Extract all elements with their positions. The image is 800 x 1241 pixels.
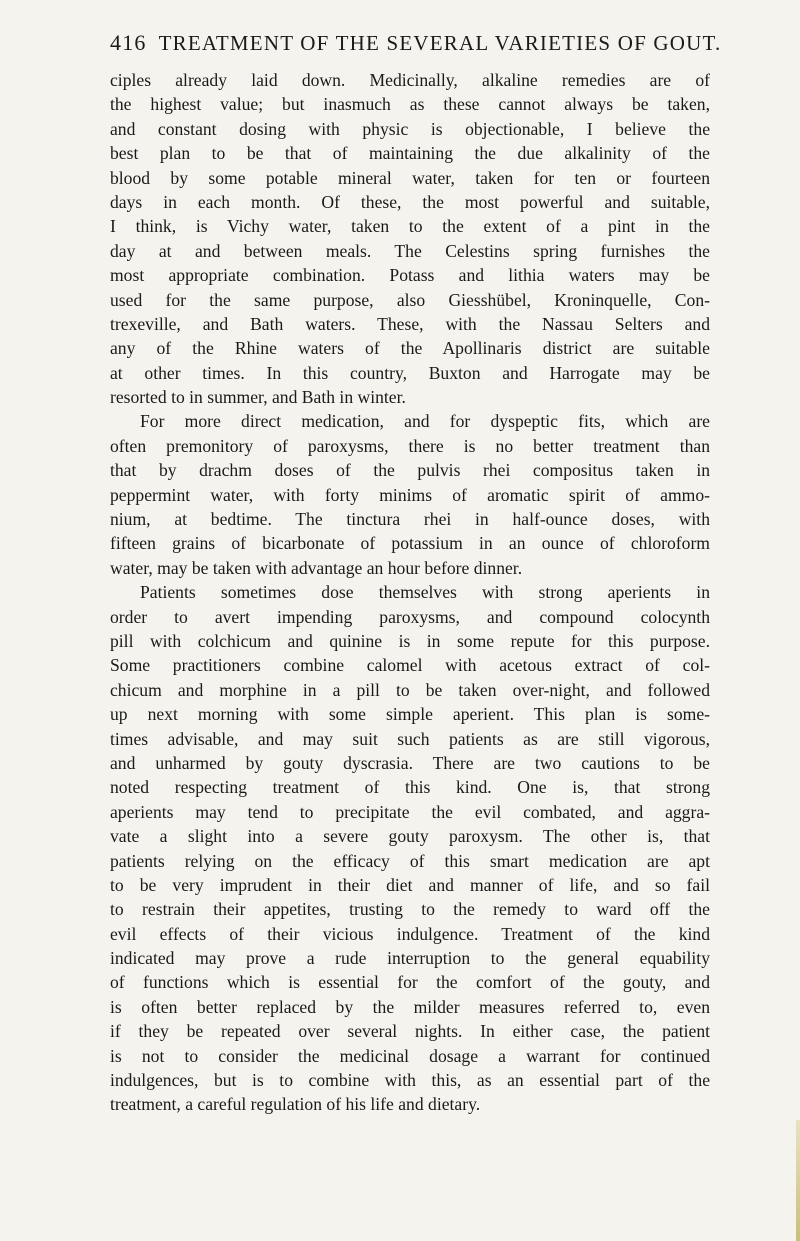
text-line: is often better replaced by the milder measures referred to, even <box>110 996 710 1017</box>
paragraph-start-line: Patients sometimes dose themselves with strong aperients in <box>140 582 710 603</box>
running-head-title: TREATMENT OF THE SEVERAL VARIETIES OF GOUT. <box>158 31 722 55</box>
text-line: chicum and morphine in a pill to be taken over-night, and followed <box>110 679 710 700</box>
text-line: evil effects of their vicious indulgence. Treatment of the kind <box>110 923 710 944</box>
text-line: pill with colchicum and quinine is in some repute for this purpose. <box>110 630 710 651</box>
text-line: is not to consider the medicinal dosage a warrant for continued <box>110 1045 710 1066</box>
text-line: noted respecting treatment of this kind. One is, that strong <box>110 777 710 798</box>
text-line: at other times. In this country, Buxton and Harrogate may be <box>110 362 710 383</box>
paragraph-start-line: For more direct medication, and for dyspeptic fits, which are <box>140 411 710 432</box>
text-line: peppermint water, with forty minims of aromatic spirit of ammo- <box>110 484 710 505</box>
text-line: patients relying on the efficacy of this smart medication are apt <box>110 850 710 871</box>
text-line: best plan to be that of maintaining the due alkalinity of the <box>110 143 710 164</box>
text-line: and unharmed by gouty dyscrasia. There are two cautions to be <box>110 752 710 773</box>
text-line: order to avert impending paroxysms, and compound colocynth <box>110 606 710 627</box>
text-line: I think, is Vichy water, taken to the extent of a pint in the <box>110 216 710 237</box>
text-line: used for the same purpose, also Giesshübel, Kroninquelle, Con- <box>110 289 710 310</box>
text-line: times advisable, and may suit such patients as are still vigorous, <box>110 728 710 749</box>
text-line: that by drachm doses of the pulvis rhei compositus taken in <box>110 460 710 481</box>
text-line: days in each month. Of these, the most powerful and suitable, <box>110 191 710 212</box>
text-line: to restrain their appetites, trusting to the remedy to ward off the <box>110 899 710 920</box>
text-line: nium, at bedtime. The tinctura rhei in half-ounce doses, with <box>110 509 710 530</box>
text-line: ciples already laid down. Medicinally, alkaline remedies are of <box>110 70 710 90</box>
text-line: Some practitioners combine calomel with acetous extract of col- <box>110 655 710 676</box>
text-line: to be very imprudent in their diet and manner of life, and so fail <box>110 874 710 895</box>
text-line: any of the Rhine waters of the Apollinaris district are suitable <box>110 338 710 359</box>
text-line: vate a slight into a severe gouty paroxysm. The other is, that <box>110 826 710 847</box>
text-line: day at and between meals. The Celestins spring furnishes the <box>110 240 710 261</box>
text-line: the highest value; but inasmuch as these cannot always be taken, <box>110 94 710 115</box>
paragraph-end-line: resorted to in summer, and Bath in winter. <box>110 387 406 408</box>
paragraph-end-line: treatment, a careful regulation of his life and dietary. <box>110 1094 481 1115</box>
text-line: fifteen grains of bicarbonate of potassium in an ounce of chloroform <box>110 533 710 554</box>
text-line: if they be repeated over several nights. In either case, the patient <box>110 1021 710 1042</box>
text-line: indulgences, but is to combine with this, as an essential part of the <box>110 1070 710 1091</box>
running-head <box>110 30 722 62</box>
text-line: of functions which is essential for the comfort of the gouty, and <box>110 972 710 993</box>
page-edge-discoloration <box>796 1120 800 1241</box>
text-line: aperients may tend to precipitate the evil combated, and aggra- <box>110 801 710 822</box>
paragraph-end-line: water, may be taken with advantage an hour before dinner. <box>110 557 523 578</box>
text-line: blood by some potable mineral water, taken for ten or fourteen <box>110 167 710 188</box>
page-number: 416 <box>110 30 147 55</box>
body-text <box>110 68 710 1117</box>
text-line: often premonitory of paroxysms, there is no better treatment than <box>110 435 710 456</box>
text-line: indicated may prove a rude interruption to the general equability <box>110 948 710 969</box>
text-line: most appropriate combination. Potass and lithia waters may be <box>110 265 710 286</box>
text-line: trexeville, and Bath waters. These, with the Nassau Selters and <box>110 313 710 334</box>
text-line: and constant dosing with physic is objectionable, I believe the <box>110 118 710 139</box>
text-line: up next morning with some simple aperient. This plan is some- <box>110 704 710 725</box>
